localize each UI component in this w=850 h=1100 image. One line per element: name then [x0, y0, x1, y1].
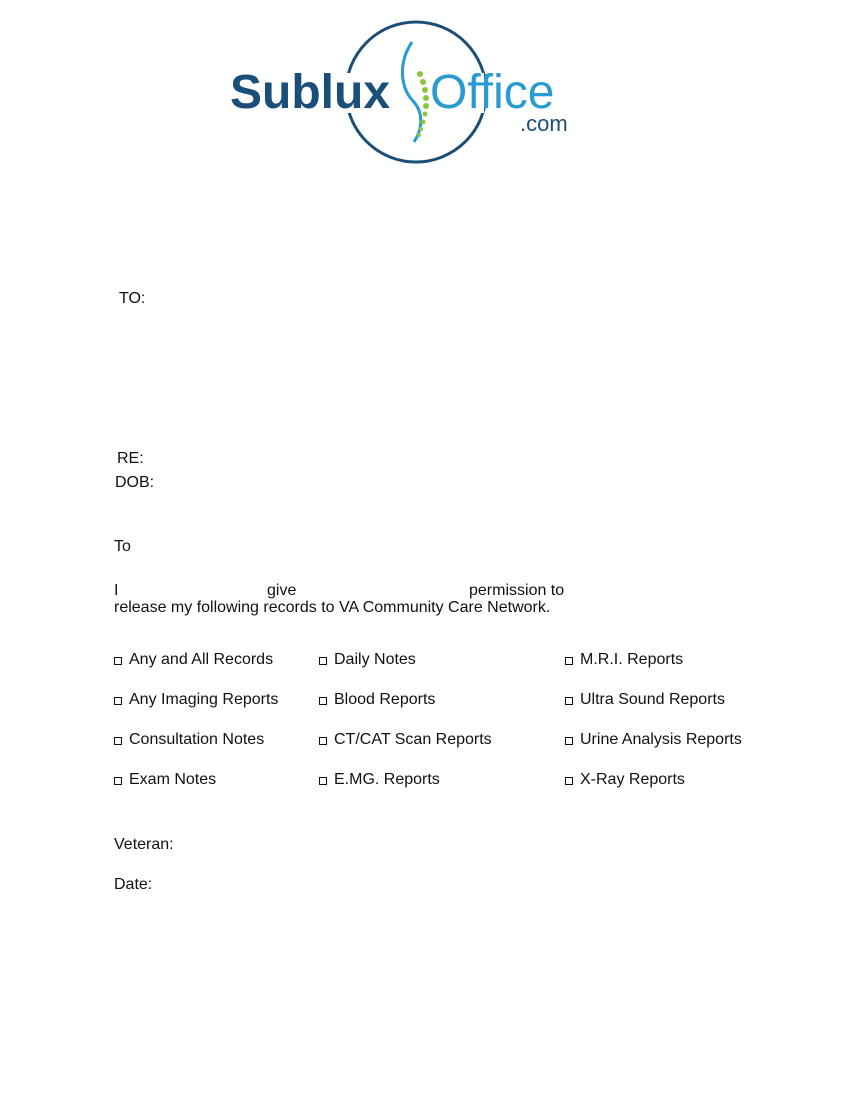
checkbox-label: Urine Analysis Reports	[580, 731, 742, 748]
checkbox-blood-reports[interactable]	[319, 691, 435, 709]
checkbox-label: E.MG. Reports	[334, 771, 440, 788]
checkbox-icon[interactable]	[114, 697, 122, 705]
checkbox-emg-reports[interactable]	[319, 771, 440, 789]
checkbox-any-and-all-records[interactable]	[114, 651, 273, 669]
checkbox-icon[interactable]	[319, 777, 327, 785]
checkbox-ct-cat-scan-reports[interactable]	[319, 731, 492, 749]
checkbox-icon[interactable]	[114, 657, 122, 665]
consent-give: give	[267, 582, 297, 599]
spine-icon	[402, 42, 429, 142]
checkbox-icon[interactable]	[565, 657, 573, 665]
consent-line-1	[114, 582, 734, 599]
checkbox-label: M.R.I. Reports	[580, 651, 684, 668]
checkbox-urine-analysis-reports[interactable]	[565, 731, 742, 749]
veteran-label: Veteran:	[114, 836, 174, 853]
checkbox-label: Any Imaging Reports	[129, 691, 279, 708]
checkbox-any-imaging-reports[interactable]	[114, 691, 278, 709]
checkbox-icon[interactable]	[565, 697, 573, 705]
checkbox-icon[interactable]	[114, 737, 122, 745]
checkbox-icon[interactable]	[565, 777, 573, 785]
checkbox-icon[interactable]	[114, 777, 122, 785]
logo-domain: .com	[520, 111, 568, 136]
consent-i: I	[114, 582, 119, 599]
logo-graphic	[228, 18, 598, 168]
checkbox-ultra-sound-reports[interactable]	[565, 691, 725, 709]
checkbox-label: Any and All Records	[129, 651, 274, 668]
logo-brand-part2: Office	[430, 66, 555, 119]
checkbox-consultation-notes[interactable]	[114, 731, 264, 749]
checkbox-label: X-Ray Reports	[580, 771, 685, 788]
checkbox-label: Ultra Sound Reports	[580, 691, 725, 708]
re-label: RE:	[117, 450, 144, 467]
checkbox-daily-notes[interactable]	[319, 651, 416, 669]
consent-paragraph	[114, 582, 734, 616]
checkbox-xray-reports[interactable]	[565, 771, 685, 789]
checkbox-icon[interactable]	[319, 657, 327, 665]
checkbox-label: Exam Notes	[129, 771, 217, 788]
checkbox-exam-notes[interactable]	[114, 771, 216, 789]
salutation: To	[114, 538, 131, 555]
checkbox-label: Blood Reports	[334, 691, 436, 708]
checkbox-label: CT/CAT Scan Reports	[334, 731, 492, 748]
to-label: TO:	[119, 290, 146, 307]
checkbox-label: Daily Notes	[334, 651, 416, 668]
dob-label: DOB:	[115, 474, 155, 491]
checkbox-icon[interactable]	[319, 697, 327, 705]
checkbox-icon[interactable]	[319, 737, 327, 745]
checkbox-icon[interactable]	[565, 737, 573, 745]
checkbox-mri-reports[interactable]	[565, 651, 683, 669]
date-label: Date:	[114, 876, 153, 893]
consent-line-2: release my following records to VA Community Care Network.	[114, 599, 551, 616]
sublux-office-logo	[228, 18, 598, 168]
logo-brand-part1: Sublux	[230, 66, 391, 119]
checkbox-label: Consultation Notes	[129, 731, 265, 748]
consent-permission: permission to	[469, 582, 565, 599]
